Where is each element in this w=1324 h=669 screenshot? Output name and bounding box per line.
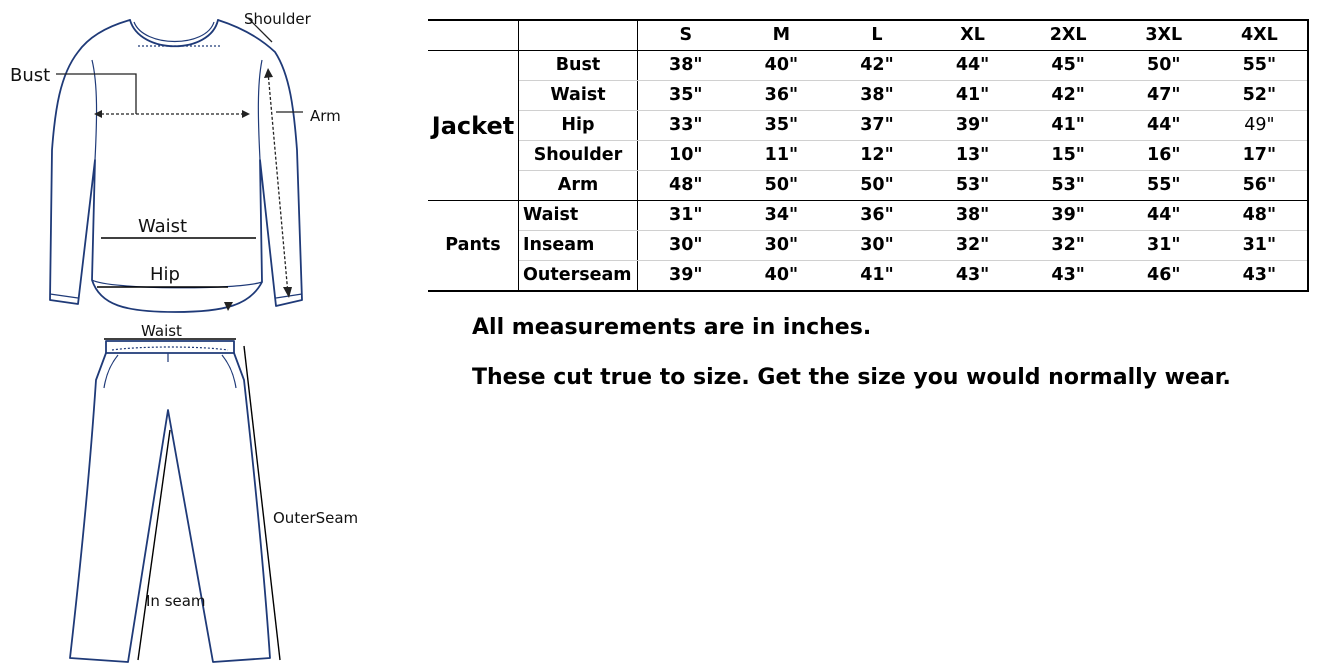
group-label-pants: Pants	[428, 201, 519, 292]
table-cell: 42"	[829, 51, 925, 81]
row-label: Waist	[519, 201, 638, 231]
pants-waist-label: Waist	[141, 322, 182, 340]
header-corner	[428, 20, 519, 51]
table-row	[428, 171, 1308, 201]
table-cell: 31"	[1212, 231, 1309, 261]
pants-measure-lines	[104, 339, 280, 660]
size-header: 3XL	[1116, 20, 1212, 51]
table-cell: 45"	[1020, 51, 1116, 81]
table-cell: 43"	[925, 261, 1021, 292]
row-label: Inseam	[519, 231, 638, 261]
table-cell: 56"	[1212, 171, 1309, 201]
table-cell: 49"	[1212, 111, 1309, 141]
table-cell: 43"	[1020, 261, 1116, 292]
row-label: Outerseam	[519, 261, 638, 292]
table-cell: 47"	[1116, 81, 1212, 111]
table-cell: 44"	[925, 51, 1021, 81]
table-cell: 41"	[925, 81, 1021, 111]
size-header: L	[829, 20, 925, 51]
table-cell: 35"	[638, 81, 734, 111]
size-header: 2XL	[1020, 20, 1116, 51]
table-row	[428, 111, 1308, 141]
table-cell: 32"	[1020, 231, 1116, 261]
table-cell: 48"	[1212, 201, 1309, 231]
fit-advice-note: These cut true to size. Get the size you would normally wear.	[472, 365, 1231, 390]
jacket-waist-label: Waist	[138, 216, 188, 237]
table-cell: 31"	[638, 201, 734, 231]
table-cell: 41"	[1020, 111, 1116, 141]
size-header: S	[638, 20, 734, 51]
table-cell: 31"	[1116, 231, 1212, 261]
outerseam-label: OuterSeam	[273, 509, 359, 527]
table-row	[428, 81, 1308, 111]
table-cell: 11"	[734, 141, 830, 171]
size-header: M	[734, 20, 830, 51]
table-cell: 46"	[1116, 261, 1212, 292]
header-corner-2	[519, 20, 638, 51]
table-cell: 40"	[734, 51, 830, 81]
row-label: Shoulder	[519, 141, 638, 171]
table-cell: 39"	[925, 111, 1021, 141]
table-cell: 42"	[1020, 81, 1116, 111]
table-cell: 13"	[925, 141, 1021, 171]
group-label-jacket: Jacket	[428, 51, 519, 201]
shoulder-label: Shoulder	[244, 10, 311, 28]
table-cell: 36"	[734, 81, 830, 111]
bust-label: Bust	[10, 65, 51, 86]
table-cell: 50"	[1116, 51, 1212, 81]
size-header: 4XL	[1212, 20, 1309, 51]
table-cell: 41"	[829, 261, 925, 292]
table-cell: 38"	[829, 81, 925, 111]
table-cell: 30"	[734, 231, 830, 261]
row-label: Arm	[519, 171, 638, 201]
table-cell: 44"	[1116, 111, 1212, 141]
table-row	[428, 201, 1308, 231]
table-row	[428, 231, 1308, 261]
measurement-units-note: All measurements are in inches.	[472, 315, 872, 340]
size-header-row	[428, 20, 1308, 51]
row-label: Hip	[519, 111, 638, 141]
table-cell: 36"	[829, 201, 925, 231]
table-cell: 33"	[638, 111, 734, 141]
garment-measurement-diagram	[0, 0, 420, 669]
arm-label: Arm	[310, 107, 341, 125]
pants-drawing	[70, 341, 270, 662]
table-cell: 12"	[829, 141, 925, 171]
hip-label: Hip	[150, 264, 180, 285]
table-cell: 30"	[829, 231, 925, 261]
table-cell: 43"	[1212, 261, 1309, 292]
table-row	[428, 141, 1308, 171]
row-label: Waist	[519, 81, 638, 111]
table-cell: 35"	[734, 111, 830, 141]
table-row	[428, 261, 1308, 292]
table-cell: 40"	[734, 261, 830, 292]
size-chart-table	[428, 19, 1309, 292]
table-cell: 55"	[1212, 51, 1309, 81]
table-cell: 53"	[1020, 171, 1116, 201]
table-cell: 37"	[829, 111, 925, 141]
table-cell: 52"	[1212, 81, 1309, 111]
table-cell: 50"	[829, 171, 925, 201]
table-cell: 17"	[1212, 141, 1309, 171]
size-header: XL	[925, 20, 1021, 51]
table-cell: 53"	[925, 171, 1021, 201]
table-cell: 34"	[734, 201, 830, 231]
table-row	[428, 51, 1308, 81]
table-cell: 44"	[1116, 201, 1212, 231]
inseam-label: In seam	[146, 592, 206, 610]
table-cell: 50"	[734, 171, 830, 201]
row-label: Bust	[519, 51, 638, 81]
table-cell: 38"	[638, 51, 734, 81]
table-cell: 10"	[638, 141, 734, 171]
table-cell: 39"	[638, 261, 734, 292]
table-cell: 30"	[638, 231, 734, 261]
table-cell: 15"	[1020, 141, 1116, 171]
table-cell: 32"	[925, 231, 1021, 261]
table-cell: 38"	[925, 201, 1021, 231]
table-cell: 16"	[1116, 141, 1212, 171]
table-cell: 39"	[1020, 201, 1116, 231]
table-cell: 55"	[1116, 171, 1212, 201]
table-cell: 48"	[638, 171, 734, 201]
